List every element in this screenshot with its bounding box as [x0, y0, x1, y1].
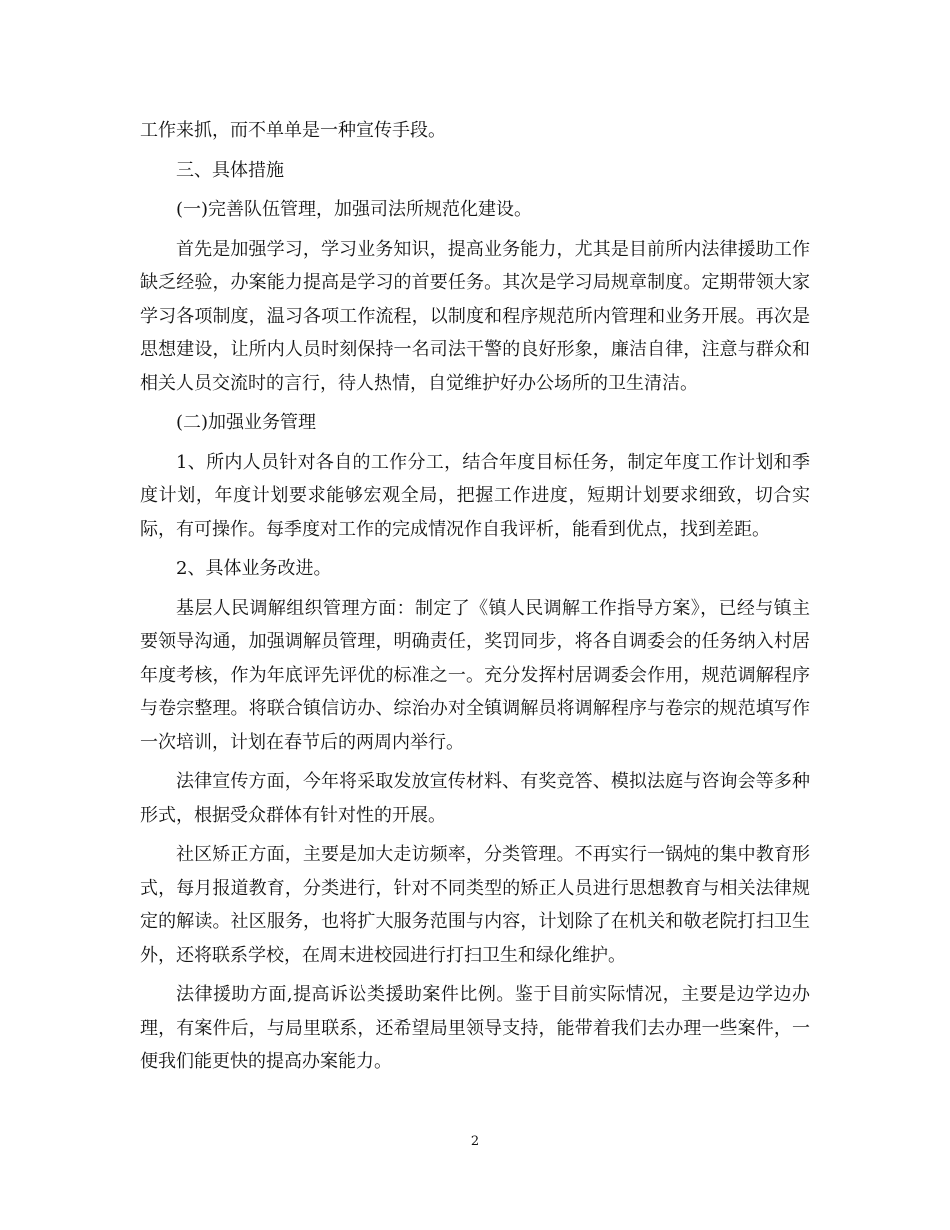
- subsection-heading: (一)完善队伍管理，加强司法所规范化建设。: [176, 199, 533, 220]
- paragraph: 法律援助方面,提高诉讼类援助案件比例。鉴于目前实际情况，主要是边学边办理，有案件后，与局里联系，还希望局里领导支持，能带着我们去办理一些案件，一便我们能更快的提高办案能力。: [140, 984, 810, 1072]
- section-heading: 三、具体措施: [176, 159, 284, 181]
- subsection-heading: (二)加强业务管理: [176, 412, 317, 433]
- page-number: 2: [470, 1134, 480, 1149]
- document-body: [140, 114, 810, 1085]
- paragraph-continuation: 工作来抓，而不单单是一种宣传手段。: [140, 120, 446, 141]
- paragraph: 社区矫正方面，主要是加大走访频率，分类管理。不再实行一锅炖的集中教育形式，每月报道教育，分类进行，针对不同类型的矫正人员进行思想教育与相关法律规定的解读。社区服务，也将扩大服务范围与内容，计划除了在机关和敬老院打扫卫生外，还将联系学校，在周末进校园进行打扫卫生和绿化维护。: [140, 844, 810, 966]
- paragraph: 基层人民调解组织管理方面：制定了《镇人民调解工作指导方案》，已经与镇主要领导沟通，加强调解员管理，明确责任，奖罚同步，将各自调委会的任务纳入村居年度考核，作为年底评先评优的标准之一。充分发挥村居调委会作用，规范调解程序与卷宗整理。将联合镇信访办、综治办对全镇调解员将调解程序与卷宗的规范填写作一次培训，计划在春节后的两周内举行。: [140, 597, 810, 753]
- paragraph: 1、所内人员针对各自的工作分工，结合年度目标任务，制定年度工作计划和季度计划，年度计划要求能够宏观全局，把握工作进度，短期计划要求细致，切合实际，有可操作。每季度对工作的完成情况作自我评析，能看到优点，找到差距。: [140, 451, 810, 540]
- paragraph: 法律宣传方面，今年将采取发放宣传材料、有奖竞答、模拟法庭与咨询会等多种形式，根据受众群体有针对性的开展。: [140, 771, 810, 826]
- paragraph: 2、具体业务改进。: [176, 558, 332, 579]
- paragraph: 首先是加强学习，学习业务知识，提高业务能力，尤其是目前所内法律援助工作缺乏经验，办案能力提高是学习的首要任务。其次是学习局规章制度。定期带领大家学习各项制度，温习各项工作流程，以制度和程序规范所内管理和业务开展。再次是思想建设，让所内人员时刻保持一名司法干警的良好形象，廉洁自律，注意与群众和相关人员交流时的言行，待人热情，自觉维护好办公场所的卫生清洁。: [140, 238, 810, 394]
